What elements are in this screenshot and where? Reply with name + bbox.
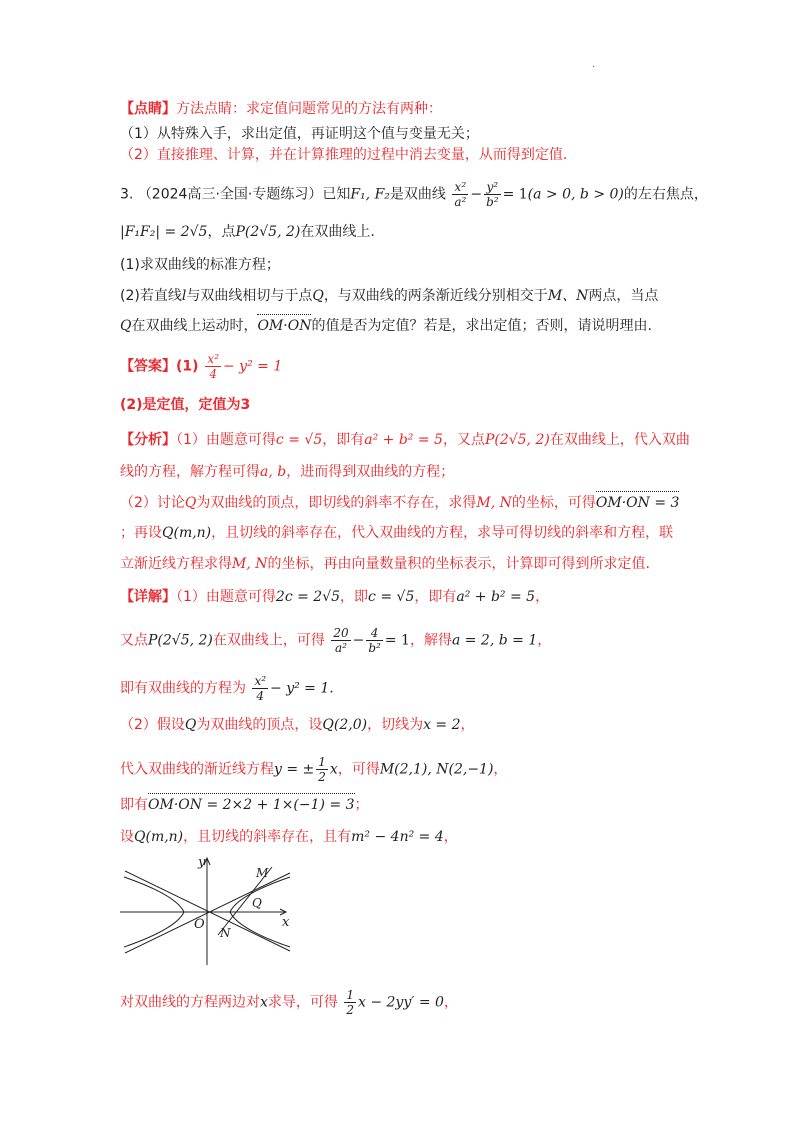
problem-mid: 是双曲线 <box>389 186 446 203</box>
frac-4-b2 <box>366 626 383 655</box>
analysis-l4a: ；再设 <box>120 525 162 541</box>
detail-l4d: Q(2,0) <box>322 717 368 733</box>
analysis-l1e: ，又点 <box>442 432 485 448</box>
detail-l7d: m² − 4n² = 4 <box>351 829 444 845</box>
detail-l5b: y = ± <box>274 761 315 778</box>
detail-l7a: 设 <box>120 829 134 845</box>
frac-1-2 <box>316 755 328 784</box>
part2-q2: Q <box>120 318 132 334</box>
detail-l1c: ，即 <box>340 589 369 605</box>
detail-l4g: ， <box>460 717 475 733</box>
frac-num: y² <box>484 180 501 195</box>
point-tail: 在双曲线上. <box>300 224 375 240</box>
dianjing-method2: （2）直接推理、计算，并在计算推理的过程中消去变量，从而得到定值. <box>120 147 568 163</box>
frac-num: 20 <box>333 626 349 640</box>
detail-line8 <box>120 988 458 1017</box>
problem-foci: F₁, F₂ <box>350 186 390 203</box>
analysis-line4 <box>120 523 673 543</box>
part2-a: (2)若直线 <box>120 288 182 304</box>
label-x: x <box>282 915 290 930</box>
detail-l3eq: − y² = 1. <box>270 680 334 697</box>
label-y: y <box>198 855 206 870</box>
answer-line2: (2)是定值，定值为3 <box>120 397 251 413</box>
analysis-line3 <box>120 493 679 513</box>
detail-tag: 【详解】 <box>120 589 176 605</box>
analysis-l2b: a, b <box>260 464 287 480</box>
part2-vector: OM·ON <box>257 318 312 334</box>
problem-number: 3. <box>120 186 134 203</box>
analysis-l4b: Q(m,n) <box>162 525 212 541</box>
detail-l3a: 即有双曲线的方程为 <box>120 680 246 697</box>
problem-tail: 的左右焦点， <box>623 186 708 203</box>
problem-line-1 <box>120 180 708 209</box>
frac-den: b² <box>486 195 499 209</box>
problem-part1: (1)求双曲线的标准方程； <box>120 257 280 273</box>
dianjing-method1: （1）从特殊入手，求出定值，再证明这个值与变量无关； <box>120 126 479 142</box>
analysis-l3f: OM·ON = 3 <box>595 495 680 511</box>
frac-num: x² <box>254 674 267 688</box>
detail-l1e: ，即有 <box>414 589 457 605</box>
detail-l5c: x <box>329 761 338 778</box>
detail-l4c: 为双曲线的顶点，设 <box>196 717 323 733</box>
frac-x2-4 <box>252 674 268 703</box>
analysis-l1b: c = √5 <box>275 432 323 448</box>
minus-sign: − <box>352 632 365 649</box>
analysis-l4c: ，且切线的斜率存在，代入双曲线的方程，求导可得切线的斜率和方程，联 <box>211 525 674 541</box>
label-o: O <box>194 917 205 932</box>
answer-line1 <box>120 352 282 381</box>
analysis-line5 <box>120 554 650 574</box>
detail-line1 <box>120 587 549 607</box>
label-n: N <box>220 926 231 940</box>
point-text: ，点 <box>207 224 236 240</box>
detail-line7 <box>120 827 458 847</box>
detail-line2 <box>120 626 551 655</box>
analysis-l3b: Q <box>184 495 197 511</box>
detail-l7e: ， <box>443 829 458 845</box>
problem-part2-line1 <box>120 286 658 306</box>
frac-den: a² <box>454 195 467 209</box>
minus-sign: − <box>470 186 483 203</box>
label-q: Q <box>252 896 262 910</box>
detail-l6a: 即有 <box>120 797 148 813</box>
problem-condition: (a > 0, b > 0) <box>527 186 624 203</box>
analysis-line1 <box>120 430 690 450</box>
part2-b: 与双曲线相切与于点 <box>186 288 313 304</box>
dist-equation: |F₁F₂| = 2√5 <box>120 224 208 240</box>
part2-e: 在双曲线上运动时， <box>131 318 258 334</box>
analysis-l5c: 的坐标，再由向量数量积的坐标表示，计算即可得到所求定值. <box>267 556 650 572</box>
answer-frac <box>205 352 221 381</box>
analysis-l1a: （1）由题意可得 <box>176 432 276 448</box>
detail-l4b: Q <box>184 717 197 733</box>
detail-l5a: 代入双曲线的渐近线方程 <box>120 761 274 778</box>
detail-l6c: ； <box>354 797 369 813</box>
corner-mark: · <box>592 62 596 73</box>
frac-num: 4 <box>366 626 383 641</box>
hyperbola-figure <box>120 855 300 967</box>
dianjing-line <box>120 99 442 119</box>
part2-f: 的值是否为定值？若是，求出定值；否则，请说明理由. <box>311 318 652 334</box>
analysis-l5b: M, N <box>232 556 268 572</box>
frac-y2-b2 <box>484 180 501 209</box>
frac-den: 4 <box>256 689 265 703</box>
analysis-l3c: 为双曲线的顶点，即切线的斜率不存在，求得 <box>196 495 477 511</box>
answer-a1-label: (1) <box>176 358 199 375</box>
frac-den: a² <box>335 641 347 655</box>
answer-a1-eq: − y² = 1 <box>223 358 283 375</box>
part2-l: l <box>181 288 187 304</box>
analysis-l3e: 的坐标，可得 <box>511 495 596 511</box>
detail-l2a: 又点 <box>120 632 148 649</box>
analysis-l3d: M, N <box>476 495 512 511</box>
detail-l2d: ，解得 <box>409 632 452 649</box>
part2-q: Q <box>312 288 324 304</box>
analysis-l2a: 线的方程，解方程可得 <box>120 464 260 480</box>
detail-l1d: c = √5 <box>368 589 415 605</box>
detail-l4f: x = 2 <box>423 717 461 733</box>
frac-den: 2 <box>346 1003 354 1017</box>
frac-num: 1 <box>318 755 326 769</box>
frac-x2-a2 <box>452 180 468 209</box>
detail-line4 <box>120 715 475 735</box>
detail-l2f: ， <box>537 632 552 649</box>
frac-den: b² <box>368 641 381 655</box>
rhs-one: = 1 <box>502 186 528 203</box>
label-m: M <box>256 866 269 880</box>
detail-l2b: P(2√5, 2) <box>148 632 213 649</box>
frac-num: 1 <box>346 988 354 1002</box>
detail-l2eq: = 1 <box>384 632 410 649</box>
frac-den: 2 <box>318 770 326 784</box>
detail-l7c: ，且切线的斜率存在，且有 <box>183 829 352 845</box>
part2-c: ，与双曲线的两条渐近线分别相交于 <box>323 288 548 304</box>
detail-l8c: 求导，可得 <box>267 994 338 1011</box>
detail-l8b: x <box>260 994 268 1011</box>
detail-l1g: ， <box>535 589 550 605</box>
frac-1-2b <box>344 988 356 1017</box>
part2-mn: M、N <box>547 288 589 304</box>
detail-l5e: M(2,1), N(2,−1) <box>379 761 494 778</box>
answer-tag: 【答案】 <box>120 358 176 375</box>
frac-num: x² <box>207 352 219 366</box>
detail-line3 <box>120 674 334 703</box>
frac-den: 4 <box>209 367 218 381</box>
detail-l4a: （2）假设 <box>120 717 185 733</box>
detail-l4e: ，切线为 <box>367 717 424 733</box>
detail-l5d: ，可得 <box>337 761 380 778</box>
point-p: P(2√5, 2) <box>235 224 301 240</box>
analysis-l2c: ，进而得到双曲线的方程； <box>286 464 455 480</box>
analysis-l5a: 立渐近线方程求得 <box>120 556 232 572</box>
part2-d: 两点，当点 <box>588 288 659 304</box>
analysis-l1f: P(2√5, 2) <box>484 432 550 448</box>
dianjing-tag: 【点睛】 <box>120 101 176 117</box>
problem-intro: 已知 <box>322 186 351 203</box>
detail-l1f: a² + b² = 5 <box>456 589 536 605</box>
detail-l8d: x − 2yy′ = 0 <box>358 994 444 1011</box>
detail-l6b: OM·ON = 2×2 + 1×(−1) = 3 <box>148 797 355 813</box>
analysis-l1c: ，即有 <box>322 432 365 448</box>
analysis-l1d: a² + b² = 5 <box>364 432 443 448</box>
detail-line5 <box>120 755 507 784</box>
detail-l1b: 2c = 2√5 <box>275 589 341 605</box>
analysis-line2 <box>120 462 454 482</box>
problem-source: （2024高三·全国·专题练习） <box>137 186 323 203</box>
analysis-tag: 【分析】 <box>120 432 176 448</box>
detail-l8e: ， <box>443 994 458 1011</box>
detail-line6 <box>120 795 369 815</box>
problem-line-2 <box>120 222 375 242</box>
problem-part2-line2 <box>120 316 652 336</box>
frac-20-a2 <box>331 626 350 655</box>
dianjing-text: 方法点睛：求定值问题常见的方法有两种： <box>176 101 442 117</box>
detail-l5f: ， <box>493 761 508 778</box>
detail-l2e: a = 2, b = 1 <box>451 632 538 649</box>
detail-l8a: 对双曲线的方程两边对 <box>120 994 260 1011</box>
frac-num: x² <box>452 180 468 195</box>
detail-l7b: Q(m,n) <box>134 829 184 845</box>
detail-l2c: 在双曲线上，可得 <box>212 632 325 649</box>
detail-l1a: （1）由题意可得 <box>176 589 276 605</box>
analysis-l1g: 在双曲线上，代入双曲 <box>549 432 690 448</box>
analysis-l3a: （2）讨论 <box>120 495 185 511</box>
